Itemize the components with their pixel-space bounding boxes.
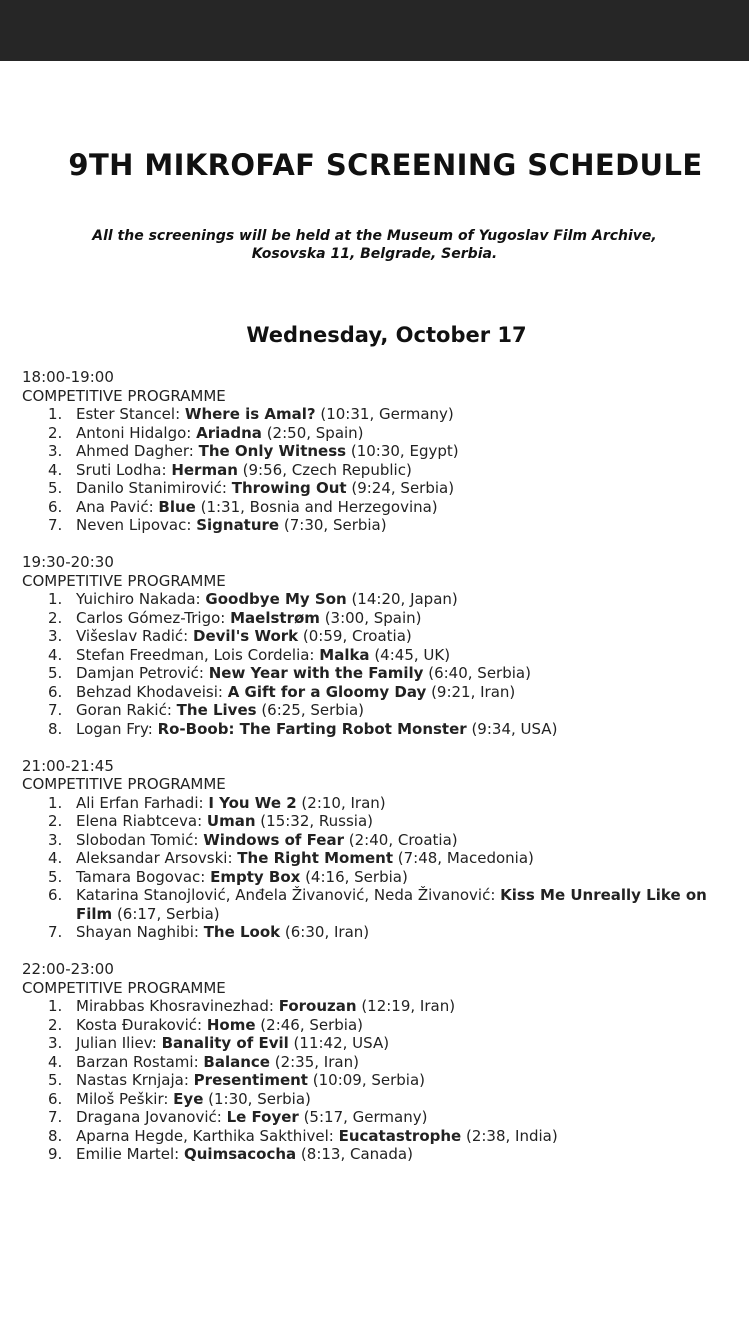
venue-note-line: Kosovska 11, Belgrade, Serbia. (251, 246, 498, 262)
film-item (22, 683, 742, 702)
film-title: Ro-Boob: The Farting Robot Monster (157, 719, 467, 738)
film-details: (6:40, Serbia) (423, 664, 531, 682)
film-item (22, 720, 742, 739)
film-director: Kosta Đuraković: (76, 1015, 207, 1034)
film-title: Quimsacocha (184, 1145, 297, 1163)
film-number: 5. (48, 664, 63, 682)
film-details: (9:21, Iran) (426, 682, 516, 701)
film-details: (4:45, UK) (369, 645, 451, 664)
film-director: Višeslav Radić: (76, 627, 194, 645)
film-item (22, 1108, 742, 1127)
film-director: Behzad Khodaveisi: (76, 682, 228, 701)
slot-time: 18:00-19:00 (22, 368, 114, 386)
film-title: Signature (196, 516, 280, 534)
film-director: Aparna Hegde, Karthika Sakthivel: (76, 1126, 339, 1145)
film-details: (7:30, Serbia) (279, 516, 387, 534)
film-number: 8. (48, 1126, 63, 1145)
film-title: Eucatastrophe (338, 1126, 462, 1145)
film-title: Malka (319, 645, 370, 664)
film-director: Carlos Gómez-Trigo: (76, 608, 231, 627)
film-director: Yuichiro Nakada: (76, 590, 206, 608)
film-director: Stefan Freedman, Lois Cordelia: (76, 645, 320, 664)
film-director: Elena Riabtceva: (76, 812, 207, 830)
film-title: Eye (173, 1089, 204, 1108)
film-details: (9:24, Serbia) (346, 479, 455, 497)
film-details: (11:42, USA) (288, 1034, 390, 1052)
film-number: 6. (48, 886, 63, 904)
screening-block (22, 960, 742, 1164)
slot-time: 21:00-21:45 (22, 756, 114, 775)
top-status-bar (0, 0, 749, 61)
film-number: 3. (48, 830, 63, 849)
film-item (22, 997, 742, 1016)
film-number: 9. (48, 1145, 63, 1163)
film-item (22, 405, 742, 424)
film-title: The Right Moment (237, 849, 393, 867)
film-director: Ana Pavić: (76, 497, 159, 516)
film-details: (15:32, Russia) (255, 812, 374, 830)
programme-label: COMPETITIVE PROGRAMME (22, 386, 226, 405)
page-title: 9TH MIKROFAF SCREENING SCHEDULE (68, 148, 703, 182)
film-item (22, 1053, 742, 1072)
film-details: (3:00, Spain) (319, 608, 422, 627)
film-director: Nastas Krnjaja: (76, 1071, 194, 1089)
film-number: 1. (48, 997, 63, 1015)
film-details: (7:48, Macedonia) (393, 849, 534, 867)
slot-time: 22:00-23:00 (22, 960, 114, 978)
film-details: (10:09, Serbia) (307, 1071, 426, 1089)
film-details: (2:38, India) (461, 1126, 558, 1145)
film-details: (2:40, Croatia) (344, 830, 458, 849)
film-title: Throwing Out (231, 479, 347, 497)
film-title: Devil's Work (193, 627, 299, 645)
film-title: Uman (206, 812, 256, 830)
film-title: Blue (158, 497, 196, 516)
film-director: Miloš Peškir: (76, 1089, 174, 1108)
film-number: 6. (48, 497, 63, 516)
film-title: Windows of Fear (203, 830, 345, 849)
film-item (22, 868, 742, 887)
film-director: Logan Fry: (76, 719, 158, 738)
film-title: Balance (203, 1052, 270, 1071)
programme-label: COMPETITIVE PROGRAMME (22, 571, 226, 590)
film-director: Slobodan Tomić: (76, 830, 204, 849)
film-item (22, 1145, 742, 1164)
film-item (22, 646, 742, 665)
film-number: 8. (48, 719, 63, 738)
film-title: Empty Box (210, 867, 301, 886)
film-director: Tamara Bogovac: (76, 867, 211, 886)
film-details: (8:13, Canada) (296, 1145, 413, 1163)
venue-note (0, 227, 749, 263)
programme-label: COMPETITIVE PROGRAMME (22, 978, 226, 997)
film-number: 3. (48, 627, 63, 645)
film-director: Katarina Stanojlović, Anđela Živanović, Neda Živanović: (76, 886, 501, 904)
film-details: (9:34, USA) (466, 719, 558, 738)
film-number: 2. (48, 1015, 63, 1034)
film-item (22, 590, 742, 609)
film-director: Neven Lipovac: (76, 516, 197, 534)
film-item (22, 442, 742, 461)
film-details: (2:10, Iran) (296, 793, 386, 812)
film-list (22, 997, 742, 1164)
film-details: (1:30, Serbia) (203, 1089, 311, 1108)
film-number: 3. (48, 1034, 63, 1052)
film-details: (2:50, Spain) (261, 423, 364, 442)
slot-time: 19:30-20:30 (22, 553, 114, 571)
film-title: New Year with the Family (208, 664, 424, 682)
film-title: Herman (171, 460, 238, 479)
film-title: I You We 2 (208, 793, 297, 812)
film-details: (0:59, Croatia) (298, 627, 412, 645)
film-item (22, 831, 742, 850)
film-number: 1. (48, 793, 63, 812)
film-director: Barzan Rostami: (76, 1052, 204, 1071)
venue-note-line: All the screenings will be held at the Museum of Yugoslav Film Archive, (92, 228, 657, 244)
film-director: Ali Erfan Farhadi: (76, 793, 209, 812)
programme-label: COMPETITIVE PROGRAMME (22, 775, 226, 793)
film-item (22, 1071, 742, 1090)
film-title: Presentiment (193, 1071, 308, 1089)
film-item (22, 609, 742, 628)
film-number: 5. (48, 1071, 63, 1089)
film-details: (12:19, Iran) (356, 997, 456, 1015)
film-director: Ahmed Dagher: (76, 442, 199, 460)
film-list (22, 405, 742, 535)
screening-block (22, 757, 742, 942)
film-item (22, 849, 742, 868)
schedule (22, 368, 742, 1182)
film-item (22, 1090, 742, 1109)
film-title: The Look (203, 923, 281, 941)
film-title: Home (206, 1015, 256, 1034)
film-director: Aleksandar Arsovski: (76, 849, 238, 867)
film-details: (1:31, Bosnia and Herzegovina) (195, 497, 438, 516)
film-list (22, 794, 742, 942)
film-number: 7. (48, 923, 63, 941)
film-title: Ariadna (196, 423, 262, 442)
film-director: Julian Iliev: (76, 1034, 162, 1052)
film-director: Damjan Petrović: (76, 664, 209, 682)
film-details: (6:17, Serbia) (112, 904, 220, 923)
film-number: 4. (48, 849, 63, 867)
film-details: (9:56, Czech Republic) (237, 460, 412, 479)
film-title: Where is Amal? (184, 405, 316, 423)
film-title: Le Foyer (226, 1108, 299, 1126)
film-director: Goran Rakić: (76, 701, 177, 719)
film-item (22, 1034, 742, 1053)
day-heading: Wednesday, October 17 (246, 323, 527, 347)
film-title: The Only Witness (198, 442, 347, 460)
film-item (22, 1127, 742, 1146)
film-director: Sruti Lodha: (76, 460, 172, 479)
screening-block (22, 368, 742, 535)
film-item (22, 923, 742, 942)
film-details: (10:31, Germany) (315, 405, 454, 423)
film-item (22, 424, 742, 443)
film-number: 4. (48, 460, 63, 479)
film-number: 6. (48, 1089, 63, 1108)
film-director: Dragana Jovanović: (76, 1108, 227, 1126)
film-director: Ester Stancel: (76, 405, 185, 423)
film-title: Forouzan (278, 997, 357, 1015)
film-title: Goodbye My Son (205, 590, 347, 608)
film-details: (6:25, Serbia) (256, 701, 365, 719)
film-number: 5. (48, 867, 63, 886)
film-details: (2:46, Serbia) (255, 1015, 364, 1034)
film-details: (4:16, Serbia) (300, 867, 408, 886)
film-details: (6:30, Iran) (280, 923, 370, 941)
film-title: The Lives (176, 701, 257, 719)
film-director: Shayan Naghibi: (76, 923, 204, 941)
film-number: 1. (48, 405, 63, 423)
film-director: Emilie Martel: (76, 1145, 184, 1163)
film-details: (5:17, Germany) (298, 1108, 428, 1126)
film-number: 4. (48, 645, 63, 664)
film-item (22, 794, 742, 813)
film-number: 5. (48, 479, 63, 497)
film-title: A Gift for a Gloomy Day (227, 682, 427, 701)
film-item (22, 627, 742, 646)
film-number: 6. (48, 682, 63, 701)
film-number: 4. (48, 1052, 63, 1071)
film-item (22, 479, 742, 498)
film-number: 2. (48, 812, 63, 830)
film-item (22, 664, 742, 683)
film-details: (14:20, Japan) (346, 590, 458, 608)
film-number: 7. (48, 701, 63, 719)
film-title: Maelstrøm (230, 608, 320, 627)
film-director: Antoni Hidalgo: (76, 423, 197, 442)
film-item (22, 812, 742, 831)
film-number: 7. (48, 1108, 63, 1126)
film-details: (2:35, Iran) (269, 1052, 359, 1071)
film-number: 1. (48, 590, 63, 608)
film-item (22, 516, 742, 535)
film-number: 3. (48, 442, 63, 460)
film-item (22, 886, 742, 923)
film-number: 2. (48, 608, 63, 627)
film-number: 2. (48, 423, 63, 442)
film-director: Mirabbas Khosravinezhad: (76, 997, 279, 1015)
film-number: 7. (48, 516, 63, 534)
film-list (22, 590, 742, 738)
film-item (22, 1016, 742, 1035)
film-director: Danilo Stanimirović: (76, 479, 232, 497)
film-details: (10:30, Egypt) (346, 442, 459, 460)
film-item (22, 498, 742, 517)
film-title: Banality of Evil (161, 1034, 289, 1052)
screening-block (22, 553, 742, 738)
film-item (22, 701, 742, 720)
film-title: Kiss Me Unreally Like on Film (76, 886, 707, 923)
film-item (22, 461, 742, 480)
